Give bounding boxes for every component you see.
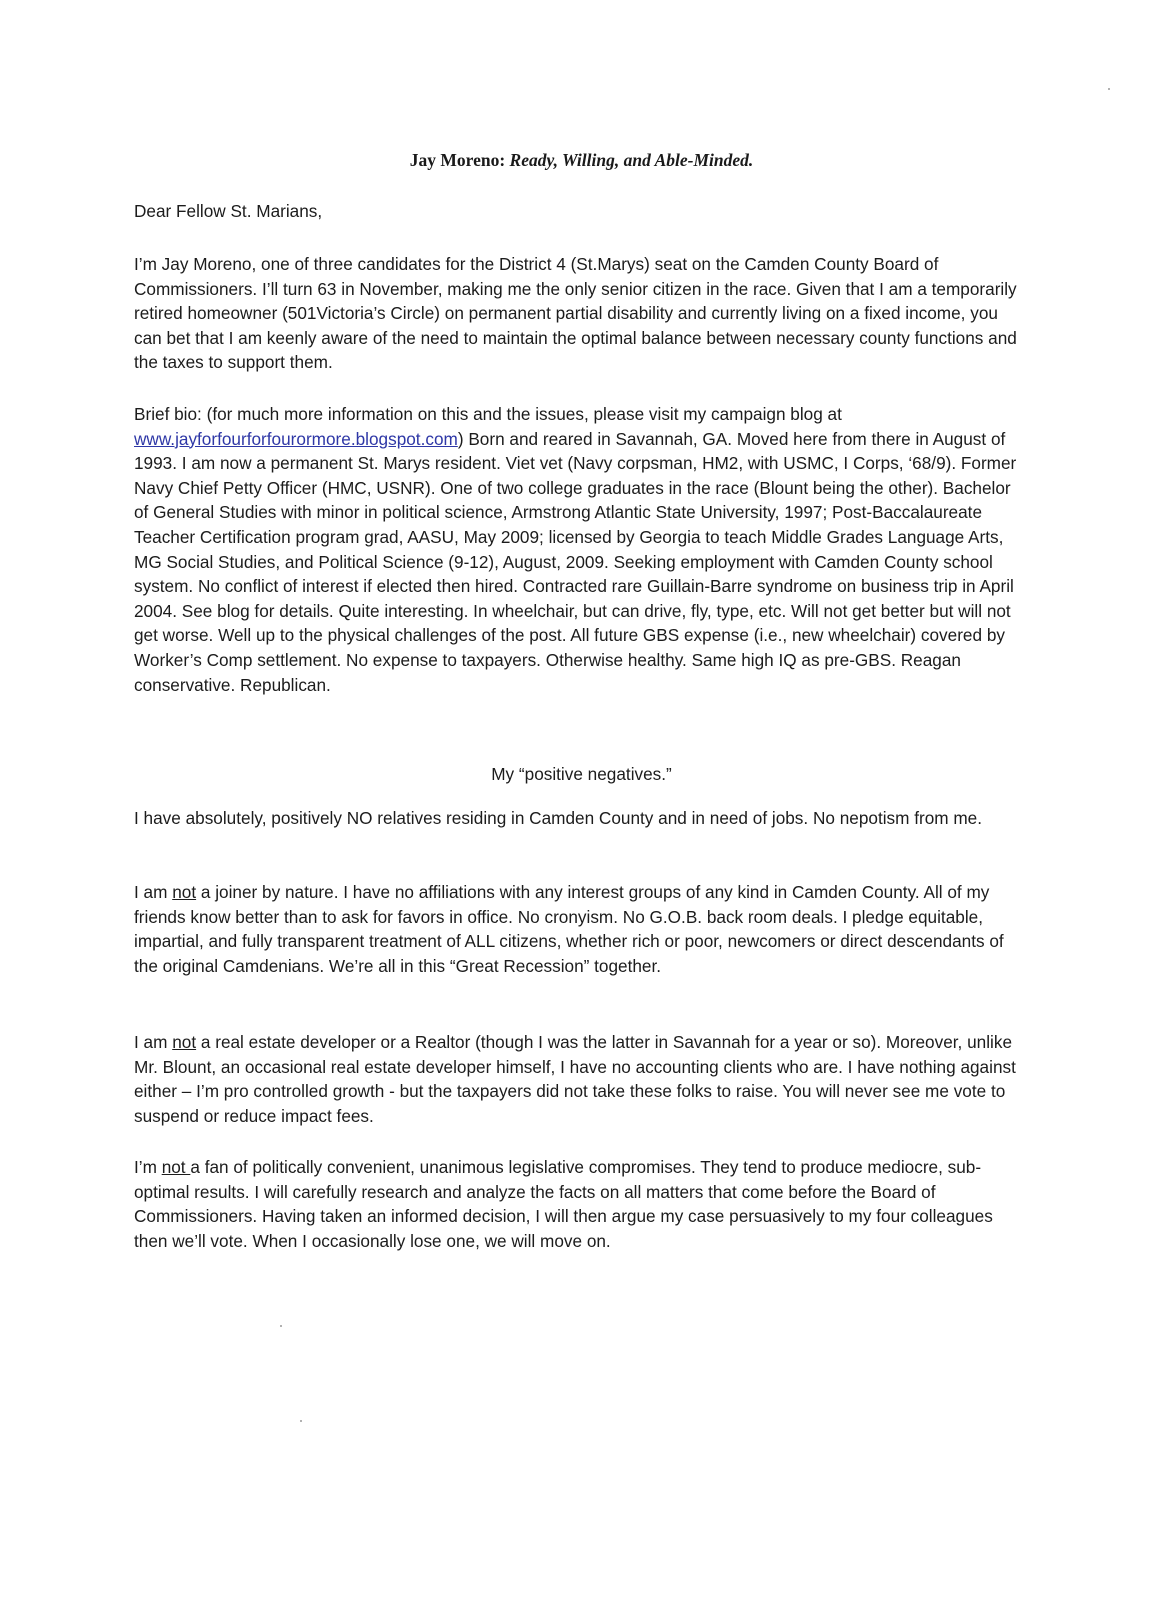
salutation: Dear Fellow St. Marians,	[134, 201, 323, 221]
compromise-post: a fan of politically convenient, unanimous legislative compromises. They tend to produce mediocre, sub-optimal results. I will carefully research and analyze the facts on all matters that come before the Board of Commissioners. Having taken an informed decision, I will then argue my case persuasively to my four colleagues then we’ll vote. When I occasionally lose one, we will move on.	[134, 1157, 993, 1251]
developer-emphasis: not	[172, 1032, 197, 1052]
scan-speck	[280, 1325, 282, 1327]
developer-paragraph	[134, 1030, 1024, 1128]
bio-paragraph	[134, 402, 1024, 697]
developer-pre: I am	[134, 1032, 173, 1052]
section-heading: My “positive negatives.”	[491, 764, 672, 784]
scan-speck	[300, 1420, 302, 1422]
intro-paragraph: I’m Jay Moreno, one of three candidates for the District 4 (St.Marys) seat on the Camden County Board of Commissioners. I’ll turn 63 in November, making me the only senior citizen in the race. Given that I am a temporarily retired homeowner (501Victoria’s Circle) on permanent partial disability and currently living on a fixed income, you can bet that I am keenly aware of the need to maintain the optimal balance between necessary county functions and the taxes to support them.	[134, 254, 1017, 373]
title-name: Jay Moreno:	[409, 150, 506, 170]
joiner-paragraph	[134, 880, 1024, 978]
campaign-blog-link[interactable]: www.jayforfourforfourormore.blogspot.com	[134, 428, 458, 449]
compromise-emphasis: not	[161, 1157, 191, 1177]
joiner-post: a joiner by nature. I have no affiliations with any interest groups of any kind in Camden County. All of my friends know better than to ask for favors in office. No cronyism. No G.O.B. back room deals. I pledge equitable, impartial, and fully transparent treatment of ALL citizens, whether rich or poor, newcomers or direct descendants of the original Camdenians. We’re all in this “Great Recession” together.	[134, 882, 1004, 976]
page-title	[0, 150, 1163, 171]
nepotism-paragraph: I have absolutely, positively NO relatives residing in Camden County and in need of jobs. No nepotism from me.	[134, 808, 983, 828]
bio-rest: ) Born and reared in Savannah, GA. Moved here from there in August of 1993. I am now a permanent St. Marys resident. Viet vet (Navy corpsman, HM2, with USMC, I Corps, ‘68/9). Former Navy Chief Petty Officer (HMC, USNR). One of two college graduates in the race (Blount being the other). Bachelor of General Studies with minor in political science, Armstrong Atlantic State University, 1997; Post-Baccalaureate Teacher Certification program grad, AASU, May 2009; licensed by Georgia to teach Middle Grades Language Arts, MG Social Studies, and Political Science (9-12), August, 2009. Seeking employment with Camden County school system. No conflict of interest if elected then hired. Contracted rare Guillain-Barre syndrome on business trip in April 2004. See blog for details. Quite interesting. In wheelchair, but can drive, fly, type, etc. Will not get better but will not get worse. Well up to the physical challenges of the post. All future GBS expense (i.e., new wheelchair) covered by Worker’s Comp settlement. No expense to taxpayers. Otherwise healthy. Same high IQ as pre-GBS. Reagan conservative. Republican.	[134, 428, 1017, 695]
developer-post: a real estate developer or a Realtor (though I was the latter in Savannah for a year or so). Moreover, unlike Mr. Blount, an occasional real estate developer himself, I have no accounting clients who are. I have nothing against either – I’m pro controlled growth - but the taxpayers did not take these folks to raise. You will never see me vote to suspend or reduce impact fees.	[134, 1032, 1016, 1126]
bio-lead: Brief bio: (for much more information on this and the issues, please visit my campaign blog at	[134, 404, 842, 424]
compromise-pre: I’m	[134, 1157, 162, 1177]
compromise-paragraph	[134, 1155, 1024, 1253]
scan-speck	[1108, 88, 1110, 90]
title-tagline: Ready, Willing, and Able-Minded.	[509, 150, 754, 170]
joiner-pre: I am	[134, 882, 173, 902]
joiner-emphasis: not	[172, 882, 197, 902]
